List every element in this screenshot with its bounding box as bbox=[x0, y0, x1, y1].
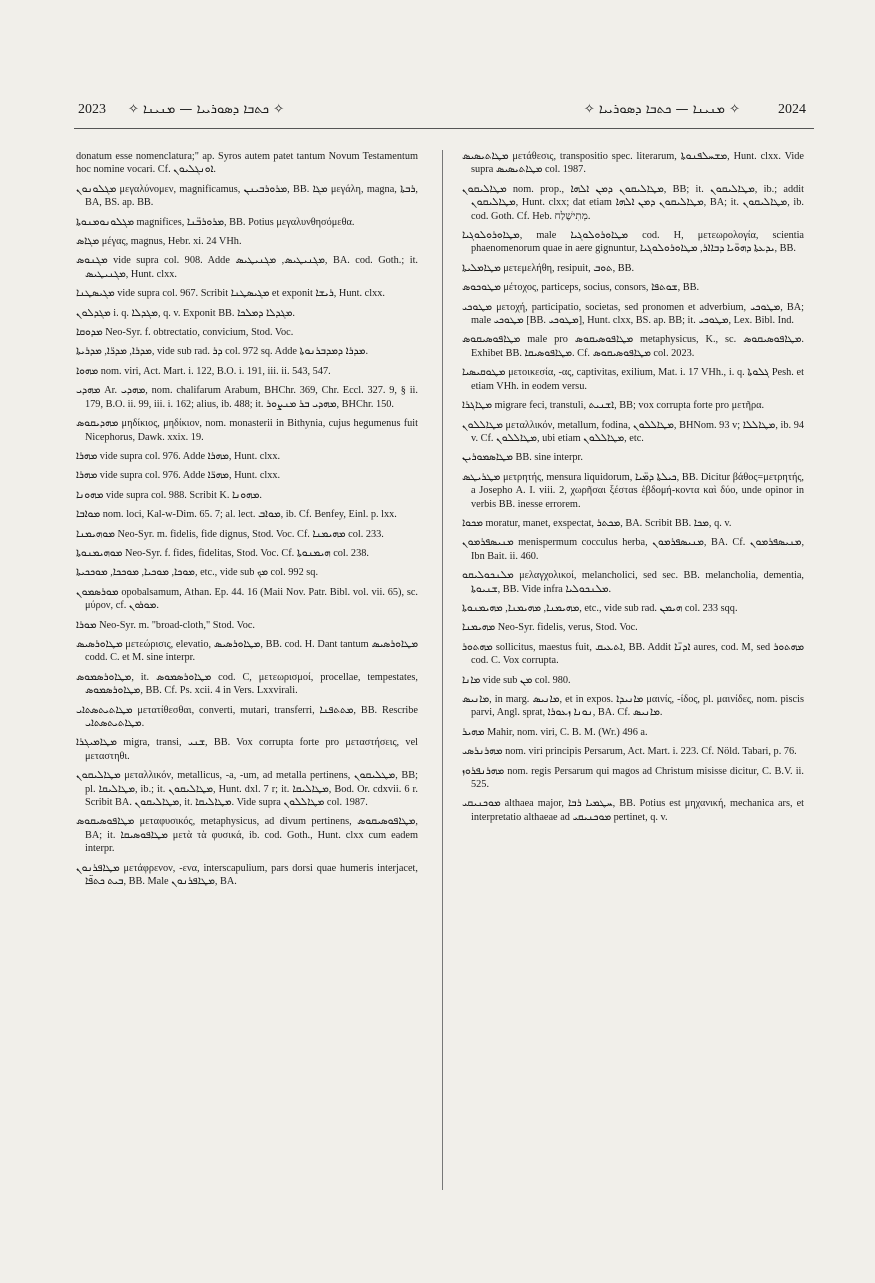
dictionary-entry: ܡܗܝܪ Mahir, nom. viri, C. B. M. (Wr.) 496 a. bbox=[462, 726, 648, 738]
dictionary-entry: ܡܛܐܘܪܘܠܘܓܝܐ, male ܡܛܐܘܪܘܠܘܓܝܐ cod. H, μετεωρολογία, scientia phaenomenorum quae in aere gignuntur, ܝܕܥܬܐ ܕܗܘ̈ܝܐ ܕܒܐܐܪ, ܡܛܐܘܪܘܠܘܓܝܐ, BB. bbox=[462, 230, 805, 255]
dictionary-entry: ܡܕܪܐ, ܡܕܪ̈ܐ, ܡܕܪܝܬܐ, vide sub rad. ܕܪ col. 972 sq. Adde ܡܕܪܐ ܕܡܕܒܪܢܘܬܐ. bbox=[76, 346, 369, 358]
left-column bbox=[76, 150, 418, 894]
dictionary-entry: ܡܐܢܐ vide sub ܡܢ col. 980. bbox=[462, 674, 571, 686]
dictionary-entry: ܡܗܪܐ vide supra col. 976. Adde ܡܗܪ̈ܐ, Hunt. clxx. bbox=[76, 470, 281, 482]
page-header bbox=[70, 98, 810, 124]
dictionary-entry: ܡܓܐܣ μέγας, magnus, Hebr. xi. 24 VHh. bbox=[76, 236, 242, 248]
dictionary-entry: ܡܗܕܝ Ar. ܡܗܕܝ, nom. chalifarum Arabum, BHChr. 369, Chr. Eccl. 327. 9, § ii. 179, B.O. ii. 99, iii. i. 162; alius, ib. 488; it. ܡܗܕܝ ܒܪ ܡܢܨܘܪ, BHChr. 150. bbox=[76, 385, 418, 410]
dictionary-entry: ܡܛܐܦܘܣܝܩܘܣ μεταφυσικός, metaphysicus, ad divum pertinens, ܡܛܐܦܘܣܝܩܘܣ, BA; it. ܡܛܐܦܘܣܝܩܐ μετὰ τὰ φυσικά, ib. cod. Goth., Hunt. clxx cum eadem interpr. bbox=[76, 816, 418, 855]
dictionary-entry: ܡܓܝܣܛܢܐ vide supra col. 967. Scribit ܡܓܝܣܛܢܐ et exponit ܪܝܫܐ, Hunt. clxx. bbox=[76, 288, 385, 300]
dictionary-entry: ܡܛܐܡܠܝܬܐ μετεμελήθη, resipuit, ܬܘܒ, BB. bbox=[462, 262, 635, 274]
dictionary-entry: ܡܗܝܡܢܐ, ܡܗܝܡܢܐ, ܡܗܝܡܢܘܬܐ, etc., vide sub rad. ܗܝܡܢ col. 233 sqq. bbox=[462, 602, 738, 614]
left-page-number: 2023 bbox=[78, 102, 106, 117]
dictionary-entry: ܡܛܐܠܝܩܘܢ nom. prop., ܡܛܐܠܝܩܘܢ ܕܡܢ ܐܠܗܐ, BB; it. ܡܛܐܠܝܩܘܢ, ib.; addit ܡܛܐܠܝܩܘܢ, Hunt. clxx; dat etiam ܡܛܐܠܝܩܘܢ ܕܡܢ ܐܠܗܐ, BA; it. ܡܛܐܠܝܩܘܢ, ib. cod. Goth. Cf. Heb. מְתִישֶׁלַח. bbox=[462, 183, 804, 222]
dictionary-entry: ܡܘܐܒܐ nom. loci, Kal-w-Dim. 65. 7; al. lect. ܡܘܐܒ, ib. Cf. Benfey, Einl. p. lxx. bbox=[76, 509, 397, 521]
dictionary-entry: ܡܠܢܟܘܠܝܩܘ μελαγχολικοί, melancholici, sed sec. BB. melancholia, dementia, ܫܢܝܘܬܐ, BB. Vide infra ܡܠܢܟܘܠܝܐ. bbox=[462, 570, 804, 595]
dictionary-entry: ܡܛܐܓܪܐ migrare feci, transtuli, ܐܫܢܝܬ, BB; vox corrupta forte pro μετῆρα. bbox=[462, 400, 765, 412]
dictionary-entry: ܡܘܪܐ Neo-Syr. m. "broad-cloth," Stod. Voc. bbox=[76, 619, 255, 631]
dictionary-entry: ܡܛܐܬܝܬܣܬܐܝ μετατίθεσθαι, converti, mutari, transferri, ܡܬܬܦܢܐ, BB. Rescribe ܡܛܐܬܝܬܣܬܐܝ. bbox=[76, 704, 418, 729]
dictionary-entry: ܡܘܗܝܡܢܐ Neo-Syr. m. fidelis, fide dignus, Stod. Voc. Cf. ܡܗܝܡܢܐ col. 233. bbox=[76, 528, 384, 540]
dictionary-entry: ܡܛܐܠܠܘܢ μεταλλικόν, metallum, fodina, ܡܛܐܠܠܘܢ, BHNom. 93 v; ܡܛܐܠܠܐ, ib. 94 v. Cf. ܡܛܐܠܠܘܢ, ubi etiam ܡܛܐܠܠܘܢ, etc. bbox=[462, 419, 804, 444]
dictionary-entry: ܡܘܟܢܝܩܝ althaea major, ܚܛܡܝܐ ܪܒܐ, BB. Potius est μηχανική, mechanica ars, et interpretatio althaeae ad ܡܘܟܢܝܩܝ pertinet, q. v. bbox=[462, 798, 804, 823]
left-running-title: ✧ ܟܬܒܐ ܕܣܘܪܝܝܐ — ܡܢܝܢܐ ✧ bbox=[128, 102, 285, 117]
dictionary-entry: ܡܗܘܢܐ vide supra col. 988. Scribit K. ܡܗܘܢܐ. bbox=[76, 489, 262, 501]
dictionary-entry: ܡܛܐܘܪܣܡܘܣ, it. ܡܛܐܘܪܣܡܘܣ cod. C, μετεωρισμοί, procellae, tempestates, ܡܛܐܘܪܣܡܘܣ, BB. Cf. Ps. xcii. 4 in Vers. Lxxvirali. bbox=[76, 671, 418, 697]
dictionary-entry: ܡܓܠܘܢܘܡܢܘܬܐ magnifices, ܡܪܘܪܒ̈ܢܐ, BB. Potius μεγαλυνθησόμεθα. bbox=[76, 216, 355, 228]
header-rule bbox=[74, 128, 814, 129]
dictionary-entry: ܡܛܐܘܪܣܝܣ μετεώρισις, elevatio, ܡܛܐܘܪܣܝܣ, BB. cod. H. Dant tantum ܡܛܐܘܪܣܝܣ codd. C. et M. sine interpr. bbox=[76, 638, 418, 664]
dictionary-entry: ܡܗܘܐ nom. viri, Act. Mart. i. 122, B.O. i. 191, iii. ii. 543, 547. bbox=[76, 365, 331, 377]
right-page-number: 2024 bbox=[778, 102, 806, 117]
dictionary-entry: ܡܛܘܩܝܣܝܐ μετοικεσία, -ας, captivitas, exilium, Mat. i. 17 VHh., i. q. ܓܠܘܬܐ Pesh. et etiam VHh. in eodem versu. bbox=[462, 367, 804, 392]
dictionary-entry: ܡܛܘܟܘܣ μέτοχος, particeps, socius, consors, ܫܘܬܦܐ, BB. bbox=[462, 282, 700, 294]
dictionary-entry: ܡܟܘܐ moratur, manet, exspectat, ܡܟܬܪ, BA. Scribit BB. ܡܟܐ, q. v. bbox=[462, 517, 732, 529]
dictionary-entry: ܡܛܐܦܪܢܘܢ μετάφρενον, -ενα, interscapulium, pars dorsi quae humeris interjacet, ܒܝܬ ܟܬܦ̈ܐ, BB. Male ܡܛܐܦܪܢܘܢ, BA. bbox=[76, 862, 418, 888]
dictionary-entry: ܡܓܕܠܘܢ i. q. ܡܓܕܠܐ, q. v. Exponit BB. ܡܓܕܠܐ ܕܡܠܟܐ. bbox=[76, 307, 295, 319]
dictionary-entry: donatum esse nomenclatura;" ap. Syros autem patet tantum Novum Testamentum hoc nomine vocari. Cf. ܐܘܢܓܠܝܘܢ. bbox=[76, 151, 418, 176]
dictionary-entry: ܡܐܢܝܣ, in marg. ܡܐܢܝܣ, et in expos. ܡܐܢܝܕܐ μαινίς, -ίδος, pl. μαινίδες, nom. piscis parvi, Angl. sprat, ܢܘܢܐ ܙܥܘܪܐ, BA. Cf. ܡܐܢܝܣ. bbox=[462, 694, 804, 719]
right-column bbox=[462, 150, 804, 830]
dictionary-entry: ܡܛܐܡܝܓܪܐ migra, transi, ܫܢܝ, BB. Vox corrupta forte pro μεταστήσεις, vel μεταστηθι. bbox=[76, 737, 419, 762]
dictionary-entry: ܡܛܐܬܝܣܝܣ μετάθεσις, transpositio spec. literarum, ܡܫܚܠܦܢܘܬܐ, Hunt. clxx. Vide supra ܡܛܐܬܝܣܝܣ col. 1987. bbox=[462, 151, 804, 176]
dictionary-entry: ܡܘܟܐ, ܡܘܟܝܐ, ܡܘܟܟܐ, ܡܘܟܟܝܬܐ, etc., vide sub ܡܟ col. 992 sq. bbox=[76, 567, 319, 579]
dictionary-entry: ܡܗܪܐ vide supra col. 976. Adde ܡܗܪܐ, Hunt. clxx. bbox=[76, 450, 281, 462]
dictionary-entry: ܡܗܝܡܢܐ Neo-Syr. fidelis, verus, Stod. Voc. bbox=[462, 622, 638, 634]
dictionary-entry: ܡܗܪܢܦܪܘܙ nom. regis Persarum qui magos ad Christum misisse dicitur, C. B.V. ii. 525. bbox=[462, 765, 804, 791]
dictionary-entry: ܡܛܪܝܛܣ μετρητής, mensura liquidorum, ܟܝܠܬܐ ܕܡ̈ܝܐ, BB. Dicitur βάθος=μετρητής, a Josepho A. I. viii. 2, χωρῆσαι ξέσταs ἑβδομή-κοντα καὶ δύο, unde opinor in verbis BB. inesse errorem. bbox=[462, 471, 804, 510]
right-running-title: ✧ ܡܢܝܢܐ — ܟܬܒܐ ܕܣܘܪܝܝܐ ✧ bbox=[583, 102, 740, 117]
dictionary-entry: ܡܗܕܝܩܘܣ μηδίκιος, μηδίκιον, nom. monasterii in Bithynia, cujus hegumenus fuit Nicephorus, Dawk. xxix. 19. bbox=[76, 418, 418, 443]
dictionary-entry: ܡܓܢܘܣ vide supra col. 908. Adde ܡܓܢܝܛܝܣ, ܡܓܢܝܛܝܣ, BA. cod. Goth.; it. ܡܓܢܝܛܝܣ, Hunt. clxx. bbox=[76, 255, 418, 280]
dictionary-entry: ܡܗܬܘܪ sollicitus, maestus fuit, ܐܬܥܝܩ, BB. Addit ܐܕܢ̈ܐ aures, cod. M, sed ܡܗܬܘܪ cod. C. Vox corrupta. bbox=[462, 641, 804, 667]
dictionary-entry: ܡܘܗܝܡܢܘܬܐ Neo-Syr. f. fides, fidelitas, Stod. Voc. Cf. ܗܝܡܢܘܬܐ col. 238. bbox=[76, 547, 369, 559]
dictionary-entry: ܡܛܘܟܝ μετοχή, participatio, societas, sed pronomen et adverbium, ܡܛܘܟܝ, BA; male ܡܛܘܟܝ [BB. ܡܛܘܟܝ], Hunt. clxx, BS. ap. BB; it. ܡܛܘܟܝ, Lex. Bibl. Ind. bbox=[462, 301, 804, 327]
dictionary-entry: ܡܘܪܣܡܘܢ opobalsamum, Athan. Ep. 44. 16 (Maii Nov. Patr. Bibl. vol. vii. 65), sc. μύρον, cf. ܡܘܪܘܢ. bbox=[76, 586, 418, 612]
dictionary-entry: ܡܗܪܢܪܣܝ nom. viri principis Persarum, Act. Mart. i. 223. Cf. Nöld. Tabari, p. 76. bbox=[462, 746, 797, 758]
dictionary-entry: ܡܢܝܣܦܪܡܘܢ menispermum cocculus herba, ܡܢܝܣܦܪܡܘܢ, BA. Cf. ܡܢܝܣܦܪܡܘܢ, Ibn Bait. ii. 460. bbox=[462, 537, 805, 562]
dictionary-entry: ܡܛܐܠܝܩܘܢ μεταλλικόν, metallicus, -a, -um, ad metalla pertinens, ܡܛܠܝܩܘܢ, BB; pl. ܡܛܐܠܝܩܐ, ib.; it. ܡܛܐܠܝܩܘܢ, Hunt. dxl. 7 r; it. ܡܛܐܠܝܩܐ, Bod. Or. cdxvii. 6 r. Scribit BA. ܡܛܐܠܝܩܘܢ, it. ܡܛܐܠܝܩܐ. Vide supra ܡܛܐܠܠܘܢ col. 1987. bbox=[76, 770, 418, 809]
dictionary-entry: ܡܛܐܣܡܘܪܝܢ BB. sine interpr. bbox=[462, 452, 583, 464]
dictionary-entry: ܡܛܐܦܘܣܝܩܘܣ male pro ܡܛܐܦܘܣܝܩܘܣ metaphysicus, K., sc. ܡܛܐܦܘܣܝܩܘܣ. Exhibet BB. ܡܛܐܦܘܣܝܩܐ. Cf. ܡܛܐܦܘܣܝܩܘܣ col. 2023. bbox=[462, 334, 804, 359]
column-divider bbox=[442, 150, 443, 1190]
dictionary-entry: ܡܓܠܘܢܘܢ μεγαλύνομεν, magnificamus, ܡܪܘܪܒܝܢܢ, BB. ܡܓܐ μεγάλη, magna, ܪܒܬܐ, BA, BS. ap. BB. bbox=[76, 183, 418, 209]
dictionary-entry: ܡܕܘܩܐ Neo-Syr. f. obtrectatio, convicium, Stod. Voc. bbox=[76, 327, 294, 339]
